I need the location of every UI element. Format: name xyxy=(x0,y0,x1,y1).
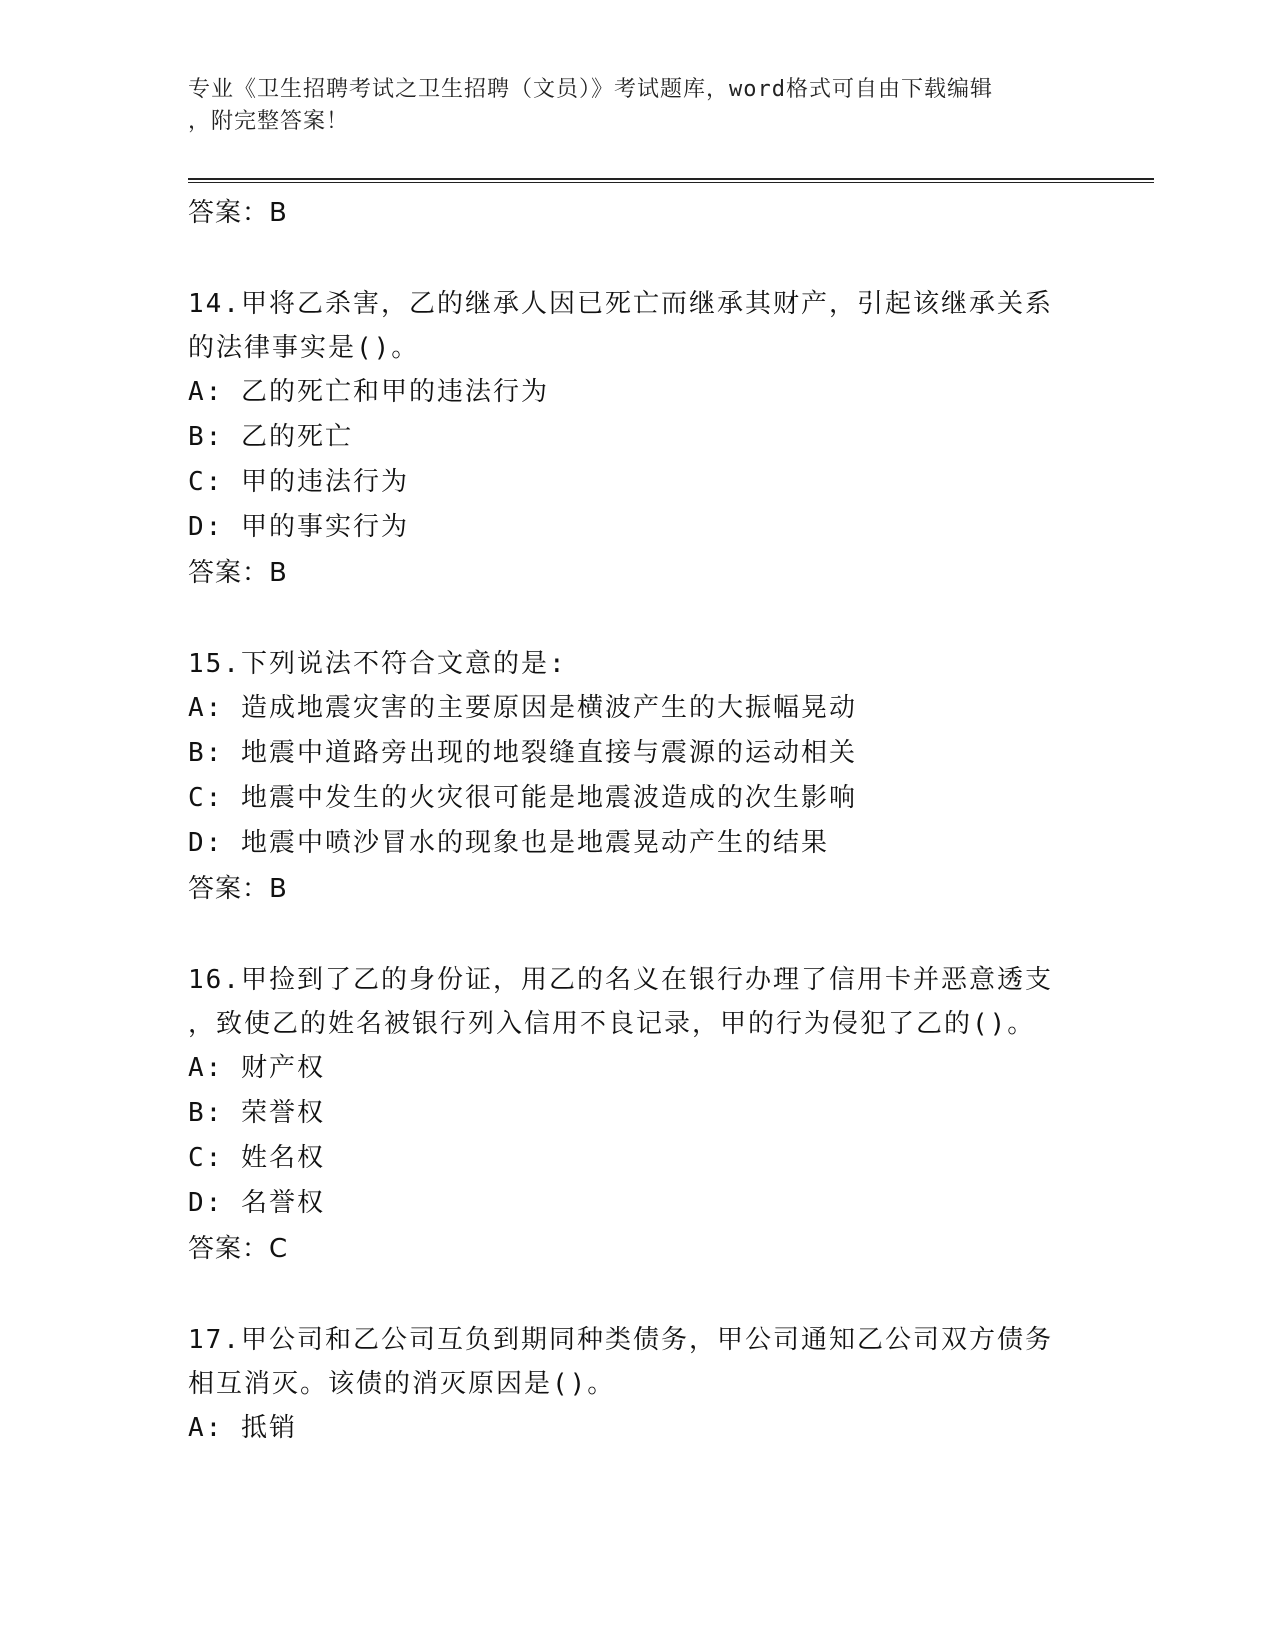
spacer xyxy=(188,236,1088,282)
answer-line: 答案：B xyxy=(188,198,288,228)
spacer xyxy=(188,596,1088,642)
option-d: D: 名誉权 xyxy=(188,1188,325,1218)
option-c: C: 地震中发生的火灾很可能是地震波造成的次生影响 xyxy=(188,783,857,813)
option-c: C: 甲的违法行为 xyxy=(188,467,409,497)
answer-line: 答案：C xyxy=(188,1234,289,1264)
option-a: A: 抵销 xyxy=(188,1413,297,1443)
question-stem: 14.甲将乙杀害，乙的继承人因已死亡而继承其财产，引起该继承关系 xyxy=(188,289,1053,319)
question-block xyxy=(188,1318,1088,1451)
question-stem: 相互消灭。该债的消灭原因是()。 xyxy=(188,1369,616,1399)
question-stem: 的法律事实是()。 xyxy=(188,333,420,363)
question-block xyxy=(188,282,1088,596)
header-line-1: 专业《卫生招聘考试之卫生招聘（文员）》考试题库，word格式可自由下载编辑 xyxy=(188,77,993,102)
question-stem: 15.下列说法不符合文意的是: xyxy=(188,649,567,679)
option-a: A: 乙的死亡和甲的违法行为 xyxy=(188,377,549,407)
option-b: B: 荣誉权 xyxy=(188,1098,325,1128)
header-divider xyxy=(188,178,1154,183)
spacer xyxy=(188,1272,1088,1318)
answer-line: 答案：B xyxy=(188,874,288,904)
question-list xyxy=(188,190,1088,1451)
question-block xyxy=(188,642,1088,912)
option-b: B: 乙的死亡 xyxy=(188,422,353,452)
option-a: A: 造成地震灾害的主要原因是横波产生的大振幅晃动 xyxy=(188,693,857,723)
question-stem: ，致使乙的姓名被银行列入信用不良记录，甲的行为侵犯了乙的()。 xyxy=(188,1009,1036,1039)
question-block xyxy=(188,958,1088,1272)
question-stem: 16.甲捡到了乙的身份证，用乙的名义在银行办理了信用卡并恶意透支 xyxy=(188,965,1053,995)
spacer xyxy=(188,912,1088,958)
header-line-2: ，附完整答案！ xyxy=(188,109,350,134)
option-c: C: 姓名权 xyxy=(188,1143,325,1173)
answer-line: 答案：B xyxy=(188,558,288,588)
option-d: D: 甲的事实行为 xyxy=(188,512,409,542)
option-a: A: 财产权 xyxy=(188,1053,325,1083)
option-b: B: 地震中道路旁出现的地裂缝直接与震源的运动相关 xyxy=(188,738,857,768)
question-stem: 17.甲公司和乙公司互负到期同种类债务，甲公司通知乙公司双方债务 xyxy=(188,1325,1053,1355)
option-d: D: 地震中喷沙冒水的现象也是地震晃动产生的结果 xyxy=(188,828,829,858)
page-header xyxy=(188,74,1088,138)
